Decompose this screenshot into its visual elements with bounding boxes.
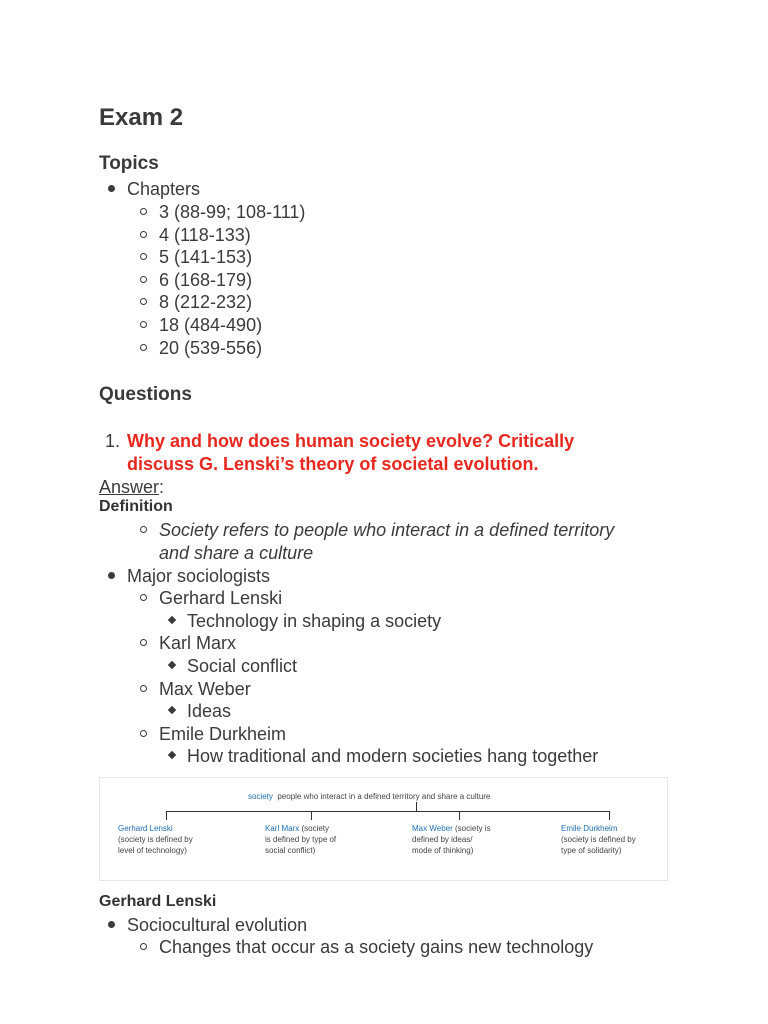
sociologist-name: Karl Marx: [159, 633, 237, 653]
list-item: Major sociologists: [127, 566, 271, 586]
bullet-diamond-icon: [168, 706, 176, 714]
sociologist-name: Emile Durkheim: [159, 724, 287, 744]
bullet-circle-icon: [140, 276, 147, 283]
diagram-connector: [166, 811, 167, 820]
chapter-item: 3 (88-99; 108-111): [159, 202, 306, 222]
question-text-line2: discuss G. Lenski’s theory of societal evolution.: [127, 454, 539, 474]
answer-label: Answer:: [99, 477, 165, 497]
chapter-item: 4 (118-133): [159, 225, 251, 245]
sociologist-name: Max Weber: [159, 679, 251, 699]
bullet-disc-icon: [108, 921, 115, 928]
sociologist-name: Gerhard Lenski: [159, 588, 283, 608]
bullet-disc-icon: [108, 572, 115, 579]
diagram-node-durkheim: Emile Durkheim (society is defined by type of solidarity): [561, 824, 636, 855]
definition-text-line2: and share a culture: [159, 543, 314, 563]
list-item: Chapters: [127, 179, 201, 199]
list-subitem: Changes that occur as a society gains new technology: [159, 937, 594, 957]
chapter-item: 18 (484-490): [159, 315, 263, 335]
diagram-connector: [416, 802, 417, 811]
bullet-diamond-icon: [168, 661, 176, 669]
diagram-connector: [609, 811, 610, 820]
questions-heading: Questions: [99, 384, 192, 405]
sociologist-point: Ideas: [187, 701, 232, 721]
topics-heading: Topics: [99, 153, 159, 174]
bullet-circle-icon: [140, 594, 147, 601]
bullet-circle-icon: [140, 231, 147, 238]
sociologist-point: Social conflict: [187, 656, 298, 676]
bullet-circle-icon: [140, 344, 147, 351]
chapter-item: 20 (539-556): [159, 338, 263, 358]
question-text-line1: Why and how does human society evolve? Critically: [127, 431, 575, 451]
definition-text-line1: Society refers to people who interact in a defined territory: [159, 520, 615, 540]
chapter-item: 6 (168-179): [159, 270, 253, 290]
diagram-node-weber: Max Weber (society is defined by ideas/ mode of thinking): [412, 824, 491, 855]
bullet-circle-icon: [140, 639, 147, 646]
bullet-circle-icon: [140, 208, 147, 215]
diagram-node-marx: Karl Marx (society is defined by type of social conflict): [265, 824, 337, 855]
bullet-diamond-icon: [168, 616, 176, 624]
chapter-item: 5 (141-153): [159, 247, 253, 267]
section-heading: Gerhard Lenski: [99, 893, 217, 910]
page-title: Exam 2: [99, 104, 184, 131]
bullet-circle-icon: [140, 321, 147, 328]
bullet-circle-icon: [140, 730, 147, 737]
diagram-connector: [166, 811, 610, 812]
diagram-connector: [311, 811, 312, 820]
sociologist-point: How traditional and modern societies hang together: [187, 746, 599, 766]
bullet-circle-icon: [140, 298, 147, 305]
diagram-node-lenski: Gerhard Lenski (society is defined by level of technology): [118, 824, 193, 855]
question-number: 1.: [105, 431, 121, 451]
bullet-diamond-icon: [168, 751, 176, 759]
definition-heading: Definition: [99, 498, 173, 515]
diagram-connector: [459, 811, 460, 820]
bullet-disc-icon: [108, 185, 115, 192]
bullet-circle-icon: [140, 685, 147, 692]
list-item: Sociocultural evolution: [127, 915, 308, 935]
bullet-circle-icon: [140, 526, 147, 533]
chapter-item: 8 (212-232): [159, 292, 253, 312]
diagram-top-label: society people who interact in a defined territory and share a culture: [248, 792, 491, 801]
society-diagram-figure: [99, 777, 668, 881]
bullet-circle-icon: [140, 943, 147, 950]
bullet-circle-icon: [140, 253, 147, 260]
sociologist-point: Technology in shaping a society: [187, 611, 442, 631]
